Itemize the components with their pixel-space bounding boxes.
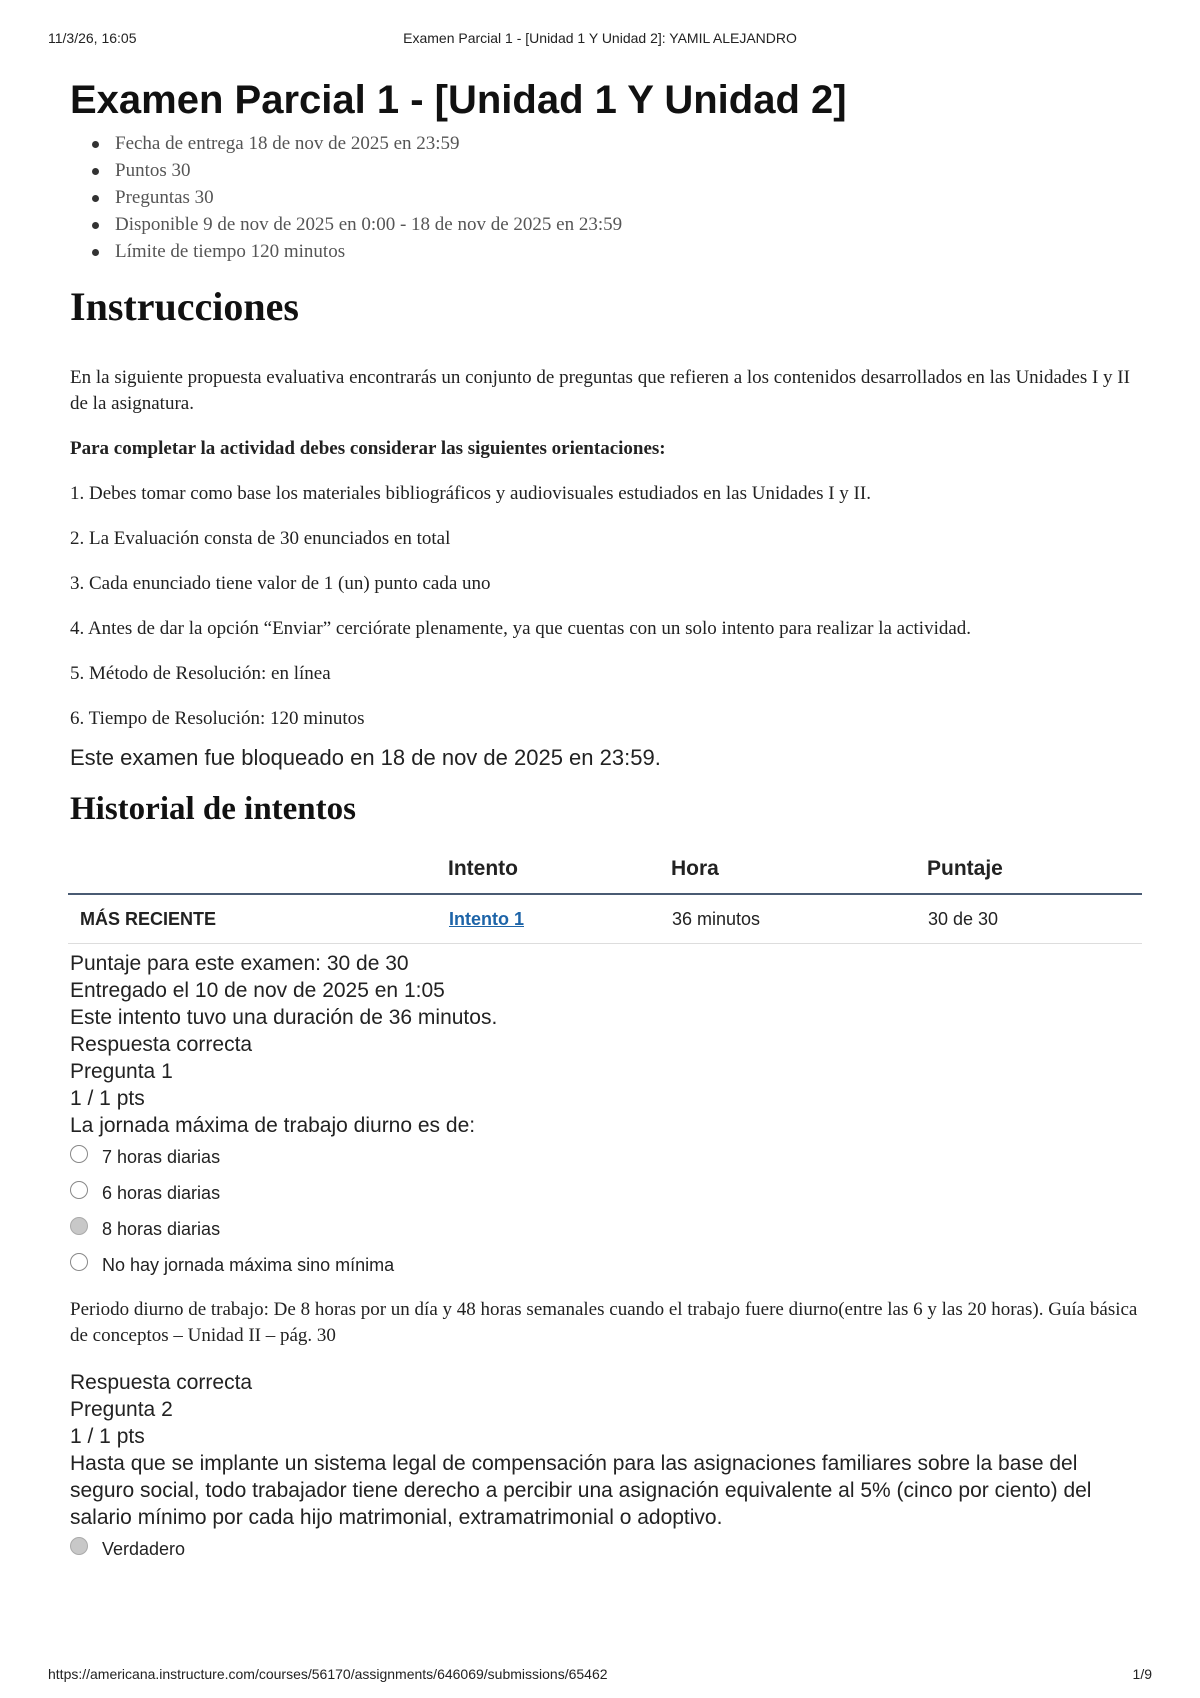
radio-icon[interactable]: [70, 1145, 88, 1163]
row-time: 36 minutos: [671, 894, 927, 944]
header-attempt: Intento: [448, 845, 671, 894]
summary-duration: Este intento tuvo una duración de 36 minutos.: [70, 1006, 498, 1029]
row-score: 30 de 30: [927, 894, 1142, 944]
answer-label: 6 horas diarias: [102, 1183, 221, 1203]
instructions-bold: Para completar la actividad debes considerar las siguientes orientaciones:: [70, 438, 666, 459]
radio-icon[interactable]: [70, 1253, 88, 1271]
summary-submitted: Entregado el 10 de nov de 2025 en 1:05: [70, 979, 445, 1002]
print-footer: [48, 1666, 1152, 1686]
question-text: Hasta que se implante un sistema legal de compensación para las asignaciones familiares sobre la base del seguro social, todo trabajador tiene derecho a percibir una asignación equivalente al 5% (cinco por ciento) del salario mínimo por cada hijo matrimonial, extramatrimonial o adoptivo.: [70, 1452, 1092, 1529]
print-url: https://americana.instructure.com/courses/56170/assignments/646069/submissions/65462: [48, 1666, 608, 1682]
exam-meta-list: [70, 130, 1140, 265]
answer-label: 7 horas diarias: [102, 1147, 221, 1167]
header-blank: [68, 845, 448, 894]
table-header-row: [68, 845, 1142, 894]
answer-option[interactable]: [70, 1253, 1140, 1277]
instruction-item: 1. Debes tomar como base los materiales bibliográficos y audiovisuales estudiados en las Unidades I y II.: [70, 483, 871, 504]
instructions-intro: En la siguiente propuesta evaluativa encontrarás un conjunto de preguntas que refieren a los contenidos desarrollados en las Unidades I y II de la asignatura.: [70, 367, 1130, 414]
instruction-item: 3. Cada enunciado tiene valor de 1 (un) punto cada uno: [70, 573, 491, 594]
answer-option[interactable]: [70, 1145, 1140, 1169]
attempt-link[interactable]: Intento 1: [449, 908, 524, 929]
print-title: Examen Parcial 1 - [Unidad 1 Y Unidad 2]: YAMIL ALEJANDRO: [403, 30, 797, 46]
question-status: Respuesta correcta: [70, 1033, 253, 1056]
submission-summary: [70, 950, 1140, 1031]
meta-questions: Preguntas 30: [70, 184, 1140, 211]
answer-label: 8 horas diarias: [102, 1219, 221, 1239]
exam-title: Examen Parcial 1 - [Unidad 1 Y Unidad 2]: [70, 78, 847, 122]
main-content: [70, 72, 1140, 1561]
question-points: 1 / 1 pts: [70, 1087, 145, 1110]
instruction-item: 5. Método de Resolución: en línea: [70, 663, 331, 684]
answer-label: No hay jornada máxima sino mínima: [102, 1255, 395, 1275]
summary-score: Puntaje para este examen: 30 de 30: [70, 952, 409, 975]
meta-available: Disponible 9 de nov de 2025 en 0:00 - 18 de nov de 2025 en 23:59: [70, 211, 1140, 238]
question-1: [70, 1031, 1140, 1349]
answer-explanation: Periodo diurno de trabajo: De 8 horas por un día y 48 horas semanales cuando el trabajo fuere diurno(entre las 6 y las 20 horas). Guía básica de conceptos – Unidad II – pág. 30: [70, 1299, 1138, 1346]
print-page-number: 1/9: [1132, 1666, 1152, 1682]
question-name: Pregunta 2: [70, 1398, 173, 1421]
history-heading: Historial de intentos: [70, 791, 356, 827]
answer-option-selected[interactable]: [70, 1217, 1140, 1241]
table-row: [68, 894, 1142, 944]
attempts-table: [68, 845, 1142, 944]
radio-selected-icon[interactable]: [70, 1537, 88, 1555]
print-header: [48, 30, 1152, 50]
question-2: [70, 1369, 1140, 1561]
meta-time-limit: Límite de tiempo 120 minutos: [70, 238, 1140, 265]
header-score: Puntaje: [927, 845, 1142, 894]
radio-selected-icon[interactable]: [70, 1217, 88, 1235]
radio-icon[interactable]: [70, 1181, 88, 1199]
meta-due-date: Fecha de entrega 18 de nov de 2025 en 23:59: [70, 130, 1140, 157]
instruction-item: 2. La Evaluación consta de 30 enunciados en total: [70, 528, 451, 549]
answer-option-selected[interactable]: [70, 1537, 1140, 1561]
print-date: 11/3/26, 16:05: [48, 30, 137, 46]
instructions-heading: Instrucciones: [70, 284, 299, 329]
question-text: La jornada máxima de trabajo diurno es de:: [70, 1114, 476, 1137]
question-points: 1 / 1 pts: [70, 1425, 145, 1448]
row-attempt-cell: [448, 894, 671, 944]
answer-option[interactable]: [70, 1181, 1140, 1205]
header-time: Hora: [671, 845, 927, 894]
question-status: Respuesta correcta: [70, 1371, 253, 1394]
meta-points: Puntos 30: [70, 157, 1140, 184]
locked-notice: Este examen fue bloqueado en 18 de nov de 2025 en 23:59.: [70, 745, 661, 770]
question-name: Pregunta 1: [70, 1060, 173, 1083]
instruction-item: 4. Antes de dar la opción “Enviar” cerciórate plenamente, ya que cuentas con un solo intento para realizar la actividad.: [70, 618, 972, 639]
instruction-item: 6. Tiempo de Resolución: 120 minutos: [70, 708, 365, 729]
answer-label: Verdadero: [102, 1539, 186, 1559]
row-label: MÁS RECIENTE: [68, 894, 448, 944]
